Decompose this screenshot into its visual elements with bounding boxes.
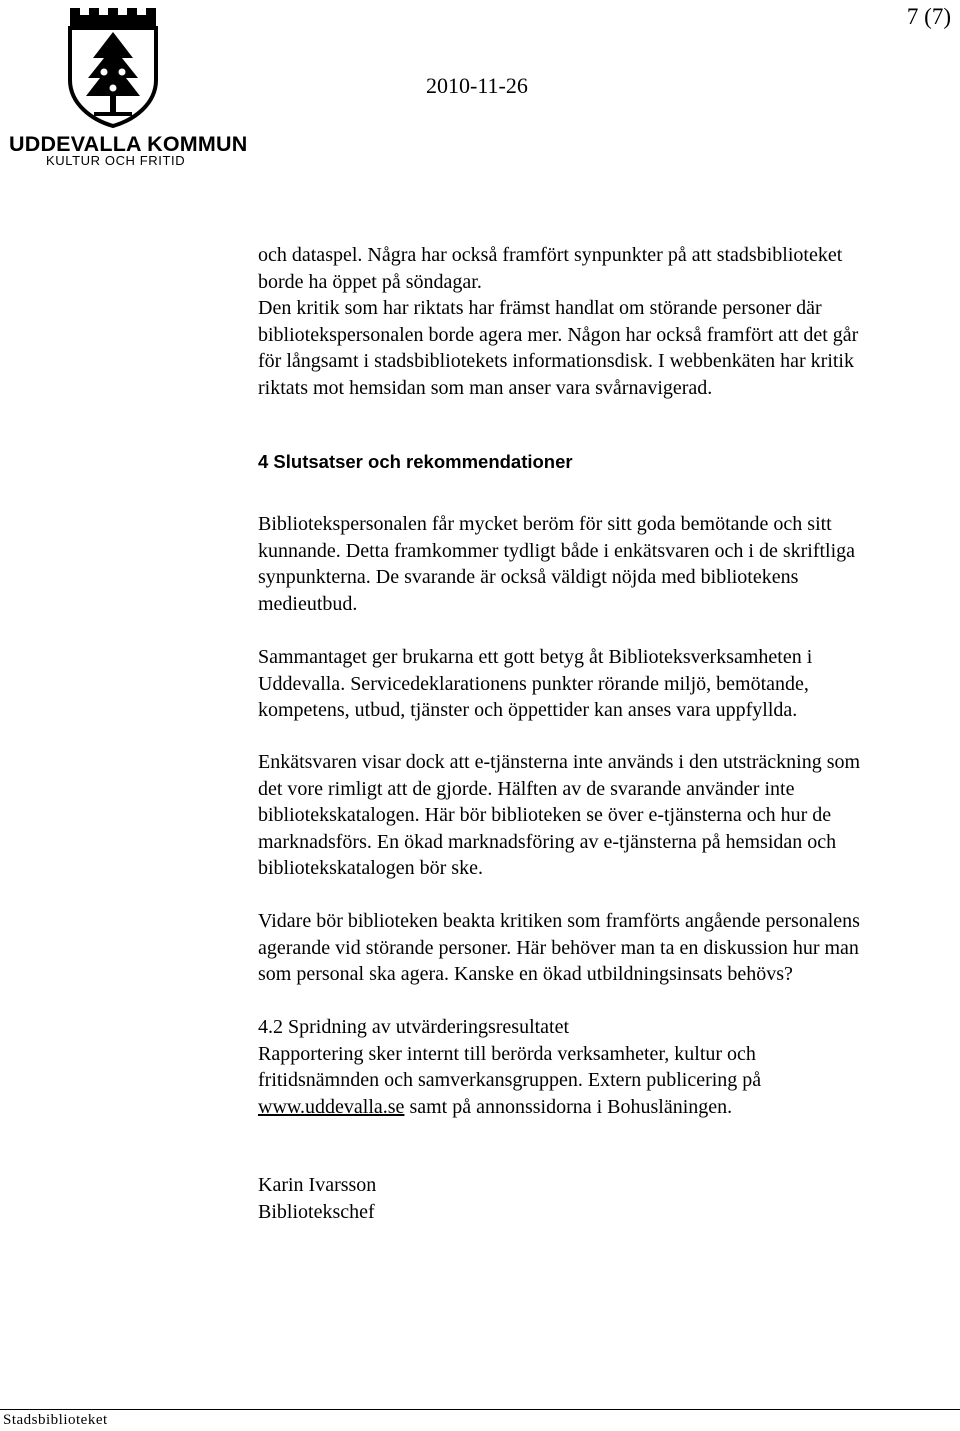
paragraph-summary bbox=[258, 644, 958, 724]
paragraph-e-services bbox=[258, 749, 958, 882]
text-line: Uddevalla. Servicedeklarationens punkter rörande miljö, bemötande, bbox=[258, 672, 809, 695]
text-line: borde ha öppet på söndagar. bbox=[258, 270, 482, 293]
signature-title: Bibliotekschef bbox=[258, 1200, 375, 1223]
organization-department: KULTUR OCH FRITID bbox=[46, 153, 186, 168]
text-line bbox=[258, 1094, 958, 1121]
coat-of-arms-icon bbox=[4, 2, 216, 130]
text-line: Den kritik som har riktats har främst handlat om störande personer där bbox=[258, 297, 822, 319]
section-heading: 4 Slutsatser och rekommendationer bbox=[258, 451, 573, 472]
text-line: bibliotekspersonalen borde agera mer. Någon har också framfört att det går bbox=[258, 323, 859, 346]
text-line: för långsamt i stadsbibliotekets informationsdisk. I webbenkäten har kritik bbox=[258, 350, 854, 372]
text-line: agerande vid störande personer. Här behöver man ta en diskussion hur man bbox=[258, 936, 859, 959]
paragraph-disruptive-persons bbox=[258, 908, 958, 988]
website-link[interactable]: www.uddevalla.se bbox=[258, 1095, 405, 1118]
text-line: riktats mot hemsidan som man anser vara svårnavigerad. bbox=[258, 376, 713, 399]
text-line: Vidare bör biblioteken beakta kritiken som framförts angående personalens bbox=[258, 910, 860, 932]
text-line: och dataspel. Några har också framfört synpunkter på att stadsbiblioteket bbox=[258, 244, 843, 266]
paragraph-feedback bbox=[258, 242, 958, 401]
signature-block bbox=[258, 1172, 958, 1225]
paragraph-dissemination bbox=[258, 1014, 958, 1120]
text-after-link: samt på annonssidorna i Bohusläningen. bbox=[404, 1095, 733, 1118]
text-line: som personal ska agera. Kanske en ökad utbildningsinsats behövs? bbox=[258, 963, 793, 985]
paragraph-staff-praise bbox=[258, 511, 958, 617]
text-line: det vore rimligt att de gjorde. Hälften av de svarande använder inte bbox=[258, 777, 795, 800]
text-line: kompetens, utbud, tjänster och öppettider kan anses vara uppfyllda. bbox=[258, 699, 798, 721]
text-line: medieutbud. bbox=[258, 592, 358, 615]
signature-name: Karin Ivarsson bbox=[258, 1174, 377, 1196]
subsection-heading: 4.2 Spridning av utvärderingsresultatet bbox=[258, 1016, 570, 1038]
text-line: bibliotekskatalogen. Här bör biblioteken se över e-tjänsterna och hur de bbox=[258, 804, 832, 826]
coat-of-arms-logo bbox=[4, 2, 248, 170]
page-number: 7 (7) bbox=[906, 4, 951, 29]
text-line: Sammantaget ger brukarna ett gott betyg åt Biblioteksverksamheten i bbox=[258, 646, 813, 668]
text-line: fritidsnämnden och samverkansgruppen. Extern publicering på bbox=[258, 1069, 762, 1091]
footer-divider bbox=[0, 1409, 960, 1410]
document-date: 2010-11-26 bbox=[426, 73, 528, 98]
text-line: bibliotekskatalogen bör ske. bbox=[258, 857, 483, 879]
text-line: Bibliotekspersonalen får mycket beröm för sitt goda bemötande och sitt bbox=[258, 513, 832, 535]
footer-text: Stadsbiblioteket bbox=[3, 1412, 108, 1428]
text-line: Enkätsvaren visar dock att e-tjänsterna inte används i den utsträckning som bbox=[258, 751, 861, 773]
text-line: Rapportering sker internt till berörda verksamheter, kultur och bbox=[258, 1042, 756, 1065]
text-line: marknadsförs. En ökad marknadsföring av e-tjänsterna på hemsidan och bbox=[258, 830, 837, 853]
organization-name: UDDEVALLA KOMMUN bbox=[9, 132, 248, 156]
text-line: kunnande. Detta framkommer tydligt både i enkätsvaren och i de skriftliga bbox=[258, 539, 856, 562]
text-line: synpunkterna. De svarande är också väldigt nöjda med bibliotekens bbox=[258, 566, 799, 588]
